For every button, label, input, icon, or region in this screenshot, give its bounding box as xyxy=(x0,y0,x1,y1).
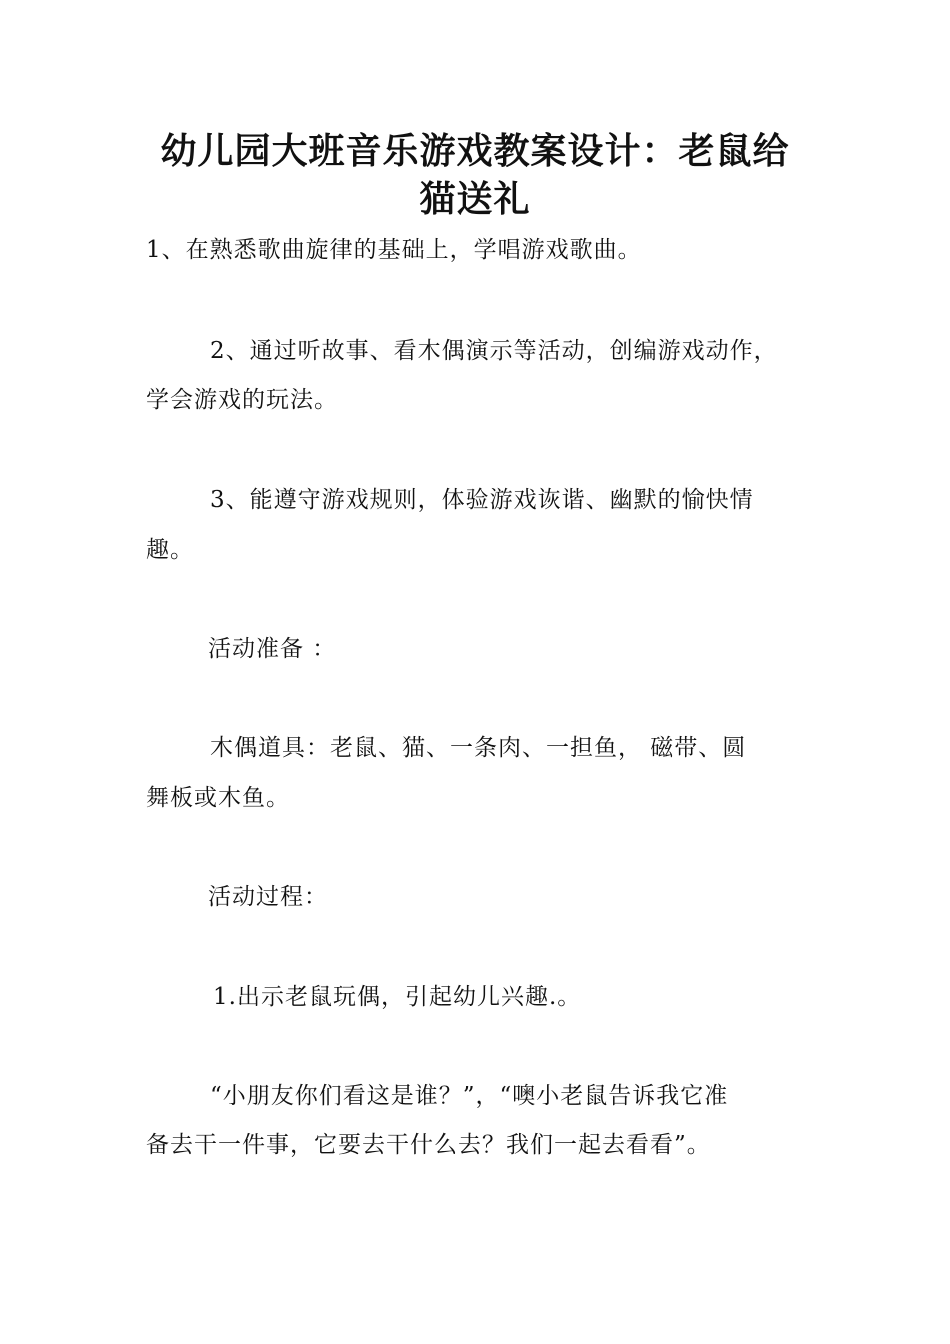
goal-2-line-1: 2、通过听故事、看木偶演示等活动，创编游戏动作， xyxy=(210,338,778,364)
document-title-line-1: 幼儿园大班音乐游戏教案设计：老鼠给 xyxy=(160,131,790,172)
goal-1: 1、在熟悉歌曲旋律的基础上，学唱游戏歌曲。 xyxy=(146,237,642,263)
step-1: 1.出示老鼠玩偶，引起幼儿兴趣.。 xyxy=(213,984,582,1010)
dialog-line-2: 备去干一件事，它要去干什么去？我们一起去看看”。 xyxy=(146,1132,711,1158)
goal-2-line-2: 学会游戏的玩法。 xyxy=(146,387,338,413)
goal-3-line-1: 3、能遵守游戏规则，体验游戏诙谐、幽默的愉快情 xyxy=(210,487,754,513)
goal-3-line-2: 趣。 xyxy=(146,537,194,563)
props-line-1: 木偶道具：老鼠、猫、一条肉、一担鱼， 磁带、圆 xyxy=(210,735,747,761)
document-title-line-2: 猫送礼 xyxy=(419,179,531,220)
preparation-heading: 活动准备 ： xyxy=(208,636,337,662)
props-line-2: 舞板或木鱼。 xyxy=(146,785,290,811)
dialog-line-1: “小朋友你们看这是谁？”，“噢小老鼠告诉我它准 xyxy=(210,1083,729,1109)
process-heading: 活动过程： xyxy=(208,884,328,910)
